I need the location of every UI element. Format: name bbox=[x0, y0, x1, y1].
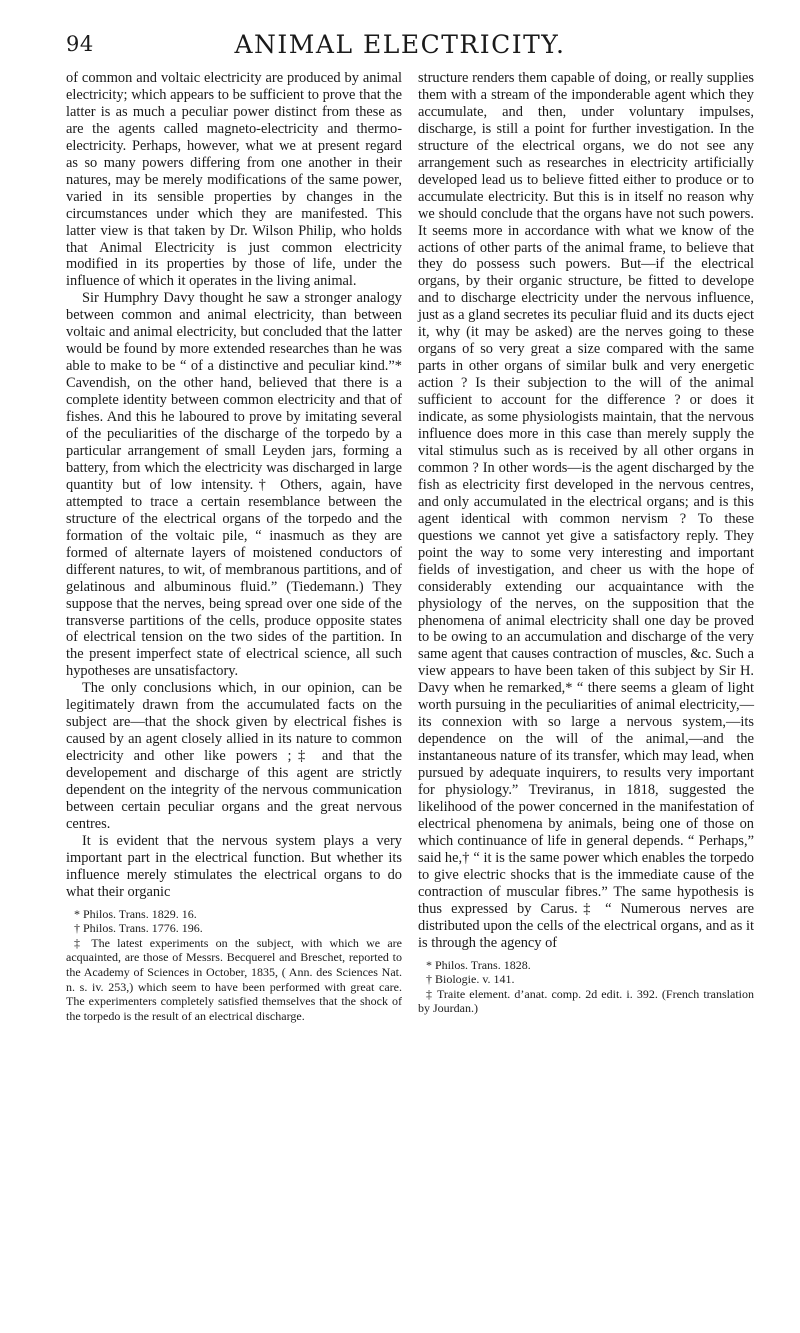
running-title: ANIMAL ELECTRICITY. bbox=[234, 30, 566, 59]
footnotes bbox=[66, 907, 402, 1024]
paragraph: The only conclusions which, in our opinion, can be legitimately drawn from the accumulated facts on the subject are—that the shock given by electrical fishes is caused by an agent closely allied in its nature to common electricity and other like powers ;‡ and that the developement and discharge of this agent are strictly dependent on the integrity of the nervous communication between certain peculiar organs and the great nervous centres. bbox=[66, 680, 402, 832]
footnote: * Philos. Trans. 1828. bbox=[426, 957, 531, 972]
footnote: † Biologie. v. 141. bbox=[426, 972, 515, 987]
paragraph: It is evident that the nervous system plays a very important part in the electrical function. But whether its influence merely stimulates the electrical organs to do what their organic bbox=[66, 832, 402, 900]
right-column bbox=[418, 70, 754, 1016]
paragraph: structure renders them capable of doing, or really supplies them with a stream of the imponderable agent which they accumulate, and then, under voluntary impulses, discharge, is still a point for further investigation. In the structure of the electrical organs, we do not see any arrangement such as researches in electricity artificially developed lead us to believe fitted either to produce or to accumulate electricity. But this is in itself no reason why we should conclude that the organs have not such powers. It seems more in accordance with what we know of the actions of other parts of the animal frame, to believe that they do possess such powers. But—if the electrical organs, by their organic structure, be fitted to develope and to discharge electricity under the nervous influence, just as a gland secretes its peculiar fluid and its ducts eject it, why (it may be asked) are the nerves going to these organs of so very great a size compared with the same parts in other organs of similar bulk and very energetic action ? Is their subjection to the will of the animal sufficient to account for the difference ? or does it indicate, as some physiologists maintain, that the nervous influence does more in this case than merely supply the vital stimulus such as is received by all other organs in common ? In other words—is the agent discharged by the fish as electricity first developed in the nervous centres, and only accumulated in the electrical organs; and is this agent identical with common nervism ? To these questions we cannot yet give a satisfactory reply. They point the way to some very interesting and important fields of investigation, and cheer us with the hope of considerably extending our acquaintance with the physiology of the nerves, on the supposition that the phenomena of animal electricity shall one day be proved to be owing to an accumulation and discharge of the very same agent that causes contraction of muscles, &c. Such a view appears to have been taken of this subject by Sir H. Davy when he remarked,* “ there seems a gleam of light worth pursuing in the peculiarities of animal electricity,—its connexion with so large a nervous system,—its dependence on the will of the animal,—and the instantaneous nature of its transfer, which may lead, when pursued by adequate inquirers, to results very important for physiology.” Treviranus, in 1818, suggested the likelihood of the power concerned in the manifestation of electrical phenomena by animals, being one of those on which continuance of life in general depends. “ Perhaps,” said he,† “ it is the same power which enables the torpedo to give electric shocks that is the immediate cause of the contraction of muscular fibres.” The same hypothesis is thus expressed by Carus.‡ “ Numerous nerves are distributed upon the cells of the electrical organs, and as it is through the agency of bbox=[418, 70, 754, 951]
paragraph: of common and voltaic electricity are produced by animal electricity; which appears to be sufficient to prove that the latter is as much a peculiar power distinct from these as are the agents called magneto-electricity and thermo-electricity. Perhaps, however, what we at present regard as so many powers differing from one another in their natures, may be merely modifications of the same power, varied in its sensible properties by changes in the circumstances under which they are manifested. This latter view is that taken by Dr. Wilson Philip, who holds that Animal Electricity is just common electricity modified in its properties by those of life, under the influence of which it operates in the living animal. bbox=[66, 70, 402, 290]
page-number: 94 bbox=[66, 32, 94, 56]
footnotes bbox=[418, 958, 754, 1016]
footnote: † Philos. Trans. 1776. 196. bbox=[74, 921, 203, 936]
left-column bbox=[66, 70, 402, 1023]
footnote: ‡ The latest experiments on the subject, with which we are acquainted, are those of Messrs. Becquerel and Breschet, reported to the Academy of Sciences in October, 1835, ( Ann. des Sciences Nat. n. s. iv. 253,) which seem to have been performed with great care. The experimenters completely satisfied themselves that the shock of the torpedo is the result of an electrical discharge. bbox=[66, 935, 402, 1023]
footnote: * Philos. Trans. 1829. 16. bbox=[74, 906, 197, 921]
page-header bbox=[0, 30, 800, 60]
paragraph: Sir Humphry Davy thought he saw a stronger analogy between common and animal electricity, than between voltaic and animal electricity, but concluded that the latter would be found by more extended researches than he was able to make to be “ of a distinctive and peculiar kind.”* Cavendish, on the other hand, believed that there is a complete identity between common electricity and that of fishes. And this he laboured to prove by imitating several of the peculiarities of the discharge of the torpedo by a particular arrangement of small Leyden jars, forming a battery, from which the electricity was discharged in large quantity but of low intensity.† Others, again, have attempted to trace a certain resemblance between the structure of the electrical organs of the torpedo and the formation of the voltaic pile, “ inasmuch as they are formed of alternate layers of moistened conductors of different natures, to wit, of membranous partitions, and of gelatinous and albuminous fluid.” (Tiedemann.) They suppose that the nerves, being spread over one side of the transverse partitions of the cells, produce opposite states of electrical tension on the two sides of the partition. In the present imperfect state of electrical science, all such hypotheses are unsatisfactory. bbox=[66, 290, 402, 680]
footnote: ‡ Traite element. d’anat. comp. 2d edit. i. 392. (French translation by Jourdan.) bbox=[418, 986, 754, 1016]
